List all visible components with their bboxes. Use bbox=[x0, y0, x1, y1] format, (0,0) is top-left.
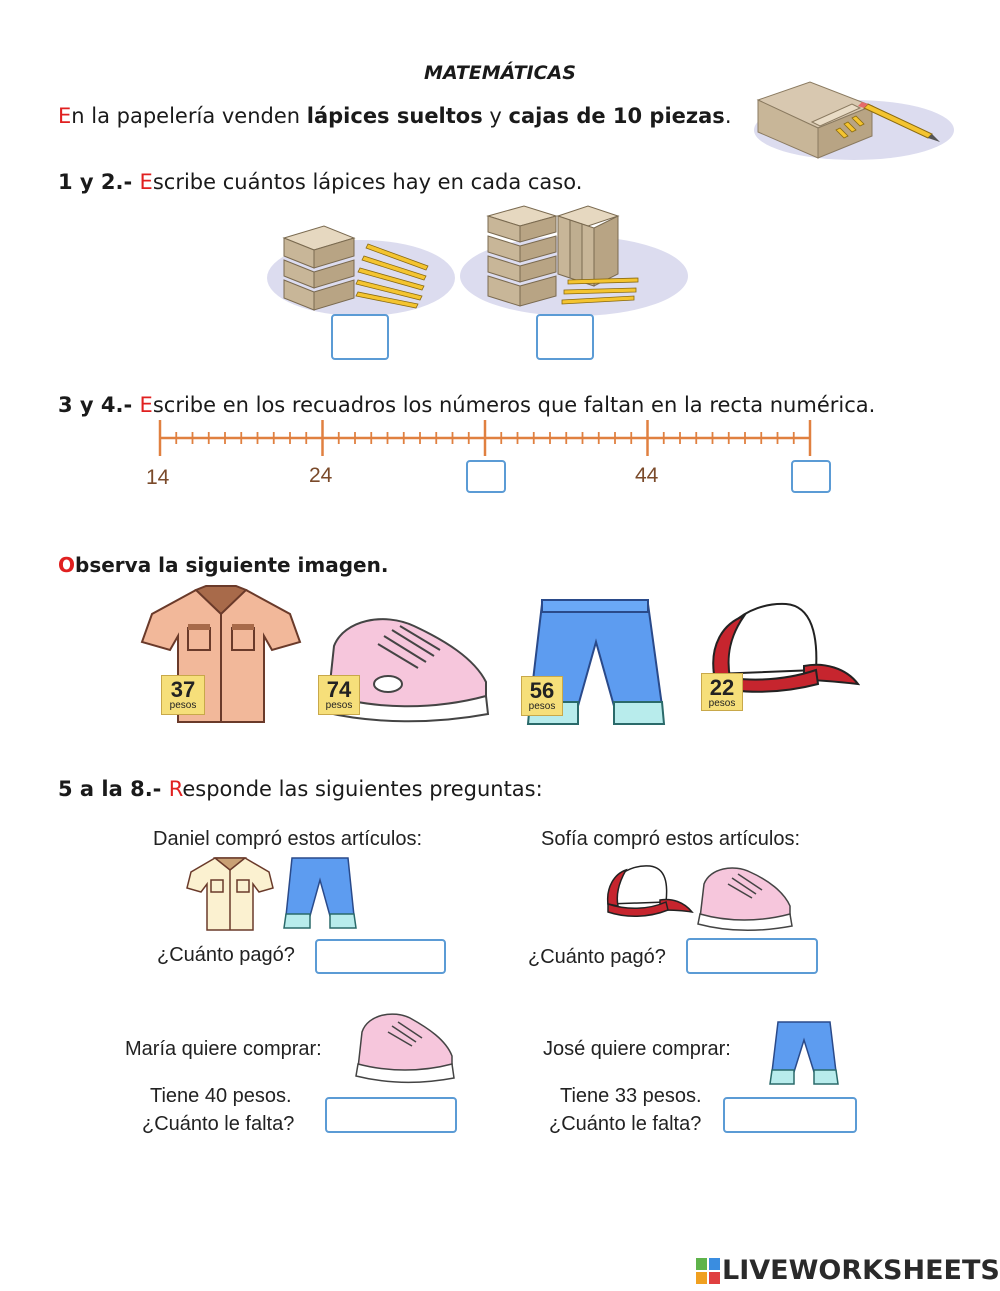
price-unit-shirt: pesos bbox=[169, 700, 197, 711]
liveworksheets-logo-icon bbox=[696, 1258, 720, 1284]
observe-line bbox=[58, 553, 388, 577]
price-sneaker: 74 bbox=[326, 677, 352, 702]
q34-line bbox=[58, 393, 875, 417]
q12-text: scribe cuántos lápices hay en cada caso. bbox=[152, 170, 583, 194]
price-pants: 56 bbox=[529, 678, 555, 703]
price-unit-pants: pesos bbox=[528, 701, 556, 712]
boxes-pencils-case-1 bbox=[266, 218, 456, 318]
q58-first-letter: R bbox=[168, 777, 183, 801]
intro-bold-b: cajas de 10 piezas bbox=[508, 104, 725, 128]
q34-number: 3 y 4.- bbox=[58, 393, 140, 417]
pencil-box-illustration bbox=[752, 78, 957, 164]
maria-label: María quiere comprar: bbox=[125, 1038, 322, 1060]
price-unit-cap: pesos bbox=[708, 698, 736, 709]
page-title: MATEMÁTICAS bbox=[424, 62, 576, 84]
sofia-sneaker-icon bbox=[694, 860, 794, 932]
q58-line bbox=[58, 777, 543, 801]
number-line-label-44: 44 bbox=[635, 464, 659, 487]
q12-number: 1 y 2.- bbox=[58, 170, 140, 194]
jose-question: ¿Cuánto le falta? bbox=[549, 1113, 702, 1135]
answer-box-q6[interactable] bbox=[686, 938, 818, 974]
number-line bbox=[150, 418, 825, 458]
answer-box-q7[interactable] bbox=[325, 1097, 457, 1133]
q12-first-letter: E bbox=[139, 170, 153, 194]
q34-text: scribe en los recuadros los números que faltan en la recta numérica. bbox=[152, 393, 876, 417]
q58-text: esponde las siguientes preguntas: bbox=[182, 777, 543, 801]
number-line-label-14: 14 bbox=[146, 466, 170, 489]
price-unit-sneaker: pesos bbox=[325, 700, 353, 711]
maria-has: Tiene 40 pesos. bbox=[150, 1085, 292, 1107]
jose-has: Tiene 33 pesos. bbox=[560, 1085, 702, 1107]
price-tag-pants bbox=[521, 676, 563, 716]
daniel-shirt-icon bbox=[185, 854, 275, 932]
price-tag-cap bbox=[701, 673, 743, 711]
daniel-pants-icon bbox=[282, 854, 358, 930]
answer-box-q5[interactable] bbox=[315, 939, 446, 974]
answer-box-q4[interactable] bbox=[791, 460, 831, 493]
jose-label: José quiere comprar: bbox=[543, 1038, 731, 1060]
price-shirt: 37 bbox=[170, 677, 196, 702]
answer-box-q3[interactable] bbox=[466, 460, 506, 493]
intro-text-a: n la papelería venden bbox=[71, 104, 307, 128]
daniel-question: ¿Cuánto pagó? bbox=[157, 944, 295, 966]
maria-sneaker-icon bbox=[352, 1006, 456, 1084]
boxes-pencils-case-2 bbox=[458, 202, 690, 318]
answer-box-q2[interactable] bbox=[536, 314, 594, 360]
price-tag-shirt bbox=[161, 675, 205, 715]
price-cap: 22 bbox=[709, 675, 735, 700]
liveworksheets-logo bbox=[696, 1255, 1000, 1286]
observe-first-letter: O bbox=[58, 553, 76, 577]
q58-number: 5 a la 8.- bbox=[58, 777, 169, 801]
sofia-label: Sofía compró estos artículos: bbox=[541, 828, 801, 850]
price-tag-sneaker bbox=[318, 675, 360, 715]
maria-question: ¿Cuánto le falta? bbox=[142, 1113, 295, 1135]
intro-text-b: y bbox=[482, 104, 509, 128]
liveworksheets-logo-text: LIVEWORKSHEETS bbox=[722, 1255, 1000, 1286]
intro-line bbox=[58, 104, 732, 128]
q34-first-letter: E bbox=[139, 393, 153, 417]
answer-box-q8[interactable] bbox=[723, 1097, 857, 1133]
sofia-cap-icon bbox=[602, 860, 694, 922]
observe-text: bserva la siguiente imagen. bbox=[75, 553, 389, 577]
jose-pants-icon bbox=[768, 1018, 840, 1086]
intro-first-letter: E bbox=[58, 104, 72, 128]
intro-text-c: . bbox=[724, 104, 732, 128]
daniel-label: Daniel compró estos artículos: bbox=[153, 828, 423, 850]
q12-line bbox=[58, 170, 582, 194]
answer-box-q1[interactable] bbox=[331, 314, 389, 360]
sofia-question: ¿Cuánto pagó? bbox=[528, 946, 666, 968]
intro-bold-a: lápices sueltos bbox=[306, 104, 483, 128]
number-line-label-24: 24 bbox=[309, 464, 333, 487]
